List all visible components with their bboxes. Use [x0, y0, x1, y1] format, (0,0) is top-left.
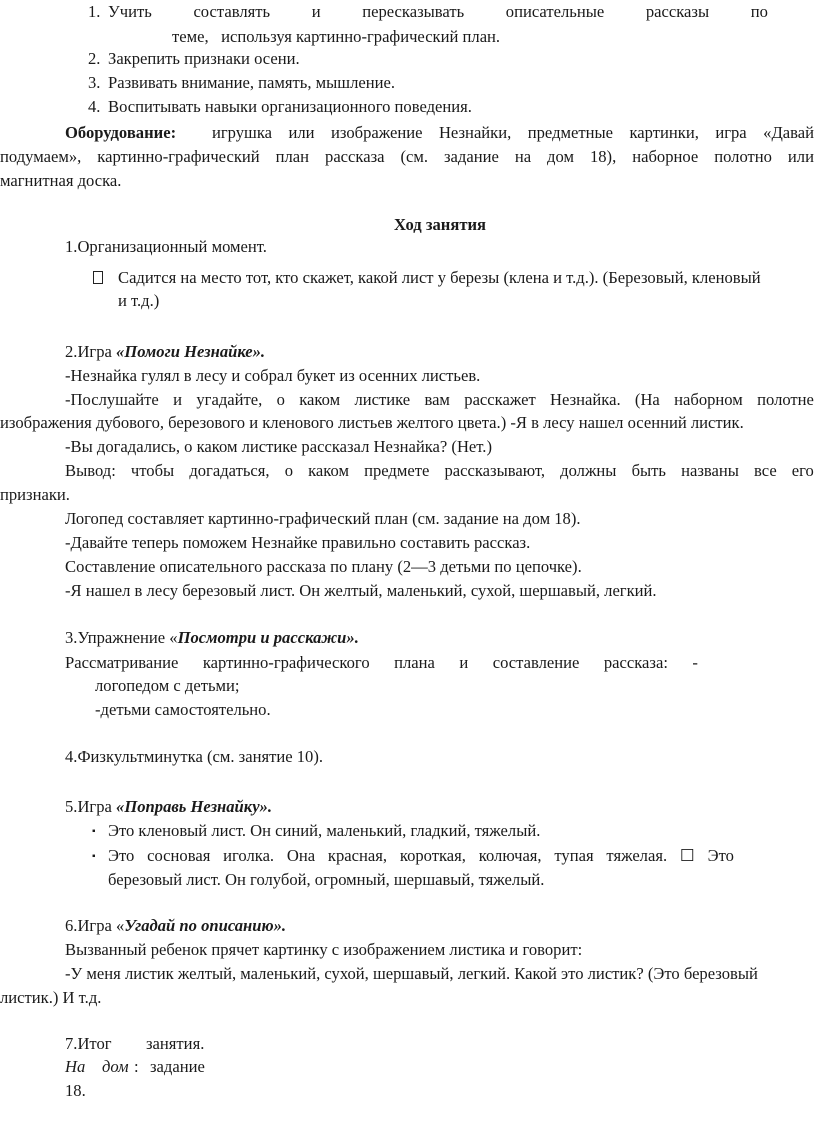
- word: по: [750, 2, 768, 21]
- s7-title-2: занятия.: [146, 1034, 205, 1053]
- goal-2-text: Закрепить признаки осени.: [108, 49, 300, 68]
- section-heading: Ход занятия: [393, 215, 487, 234]
- s5-bullet-1: Это кленовый лист. Он синий, маленький, гладкий, тяжелый.: [108, 821, 541, 840]
- s2-line-6: признаки.: [0, 485, 70, 504]
- s2-title: 2.Игра «Помоги Незнайке».: [65, 342, 266, 361]
- word: его: [791, 461, 814, 480]
- checkbox-bullet-icon: [93, 267, 103, 289]
- word: картинки,: [629, 123, 699, 142]
- goal-2-number: 2.: [88, 49, 101, 68]
- word: 18),: [589, 147, 617, 166]
- word: расскажет: [464, 390, 536, 409]
- word: или: [787, 147, 814, 166]
- equipment-line-3: магнитная доска.: [0, 171, 122, 190]
- s3-exercise-name: Посмотри и расскажи».: [177, 628, 359, 647]
- equipment-text-1: [212, 122, 814, 144]
- s2-line-1: -Незнайка гулял в лесу и собрал букет из осенних листьев.: [65, 366, 481, 385]
- word: Это: [707, 846, 734, 865]
- word: план: [275, 147, 310, 166]
- word: «Давай: [763, 123, 814, 142]
- equipment-label: Оборудование:: [65, 123, 177, 142]
- word: все: [754, 461, 777, 480]
- s2-line-8: -Давайте теперь поможем Незнайке правильно составить рассказ.: [65, 533, 531, 552]
- goal-4-number: 4.: [88, 97, 101, 116]
- word: наборное: [632, 147, 699, 166]
- word: листике: [354, 390, 411, 409]
- word: описательные: [505, 2, 605, 21]
- word: или: [288, 123, 315, 142]
- s2-line-4: -Вы догадались, о каком листике рассказал Незнайка? (Нет.): [65, 437, 492, 456]
- s2-line-7: Логопед составляет картинно-графический план (см. задание на дом 18).: [65, 509, 581, 528]
- word: на: [514, 147, 532, 166]
- word: рассказывают,: [444, 461, 546, 480]
- s2-line-5: [65, 460, 814, 482]
- s2-game-name: «Помоги Незнайке».: [116, 342, 266, 361]
- word: должны: [560, 461, 617, 480]
- word: Это: [108, 846, 135, 865]
- word: колючая,: [478, 846, 542, 865]
- s1-bullet-line-2: и т.д.): [118, 291, 160, 310]
- word: Незнайка.: [550, 390, 621, 409]
- s1-title: 1.Организационный момент.: [65, 237, 267, 256]
- s7-title-1: 7.Итог: [65, 1034, 112, 1053]
- word: названы: [681, 461, 739, 480]
- word: Вывод:: [65, 461, 116, 480]
- s2-line-3: изображения дубового, березового и кленового листьев желтого цвета.) -Я в лесу нашел осенний листик.: [0, 413, 744, 432]
- word: о: [276, 390, 285, 409]
- s7-home-4: задание: [150, 1057, 205, 1076]
- s7-number: 18.: [65, 1081, 86, 1100]
- word: картинно-графического: [202, 653, 370, 672]
- word: каком: [299, 390, 341, 409]
- s4-text: 4.Физкультминутка (см. занятие 10).: [65, 747, 324, 766]
- equipment-line-1: [65, 122, 814, 144]
- word: плана: [394, 653, 435, 672]
- s1-bullet-line-1: Садится на место тот, кто скажет, какой лист у березы (клена и т.д.). (Березовый, кленовый: [118, 268, 761, 287]
- word: задание: [444, 147, 499, 166]
- s3-line-3: -детьми самостоятельно.: [95, 700, 271, 719]
- word: -Послушайте: [65, 390, 159, 409]
- bullet-dot-icon: ▪: [92, 826, 96, 837]
- word: изображение: [331, 123, 423, 142]
- word: вам: [424, 390, 450, 409]
- word: Она: [286, 846, 316, 865]
- s6-line-1: Вызванный ребенок прячет картинку с изображением листика и говорит:: [65, 940, 583, 959]
- s6-game-name: Угадай по описанию».: [124, 916, 287, 935]
- goal-1-line: [108, 1, 768, 23]
- word: угадайте,: [196, 390, 263, 409]
- word: Учить: [108, 2, 152, 21]
- word: (На: [634, 390, 660, 409]
- s5-game-name: «Поправь Незнайку».: [116, 797, 273, 816]
- equipment-line-2: [0, 146, 814, 168]
- word: каком: [308, 461, 349, 480]
- word: короткая,: [399, 846, 466, 865]
- word: тяжелая.: [606, 846, 668, 865]
- word: -: [692, 653, 698, 672]
- word: красная,: [327, 846, 388, 865]
- s3-line-1: [65, 652, 698, 674]
- word: подумаем»,: [0, 147, 82, 166]
- goal-4-text: Воспитывать навыки организационного поведения.: [108, 97, 472, 116]
- word: Рассматривание: [65, 653, 179, 672]
- word: (см.: [400, 147, 429, 166]
- word: сосновая: [147, 846, 211, 865]
- word: Незнайки,: [438, 123, 512, 142]
- word: и: [311, 2, 321, 21]
- s2-line-10: -Я нашел в лесу березовый лист. Он желтый, маленький, сухой, шершавый, легкий.: [65, 581, 657, 600]
- word: о: [284, 461, 293, 480]
- word: рассказы: [645, 2, 710, 21]
- goal-1-continuation: теме, используя картинно-графический план.: [172, 27, 501, 46]
- word: дом: [547, 147, 574, 166]
- s6-title: 6.Игра «Угадай по описанию».: [65, 916, 287, 935]
- word: составлять: [193, 2, 271, 21]
- word: наборном: [674, 390, 743, 409]
- s6-line-2: -У меня листик желтый, маленький, сухой, шершавый, легкий. Какой это листик? (Это березовый: [65, 964, 758, 983]
- s3-line-2: логопедом с детьми;: [95, 676, 240, 695]
- s7-home-1: На: [65, 1057, 86, 1076]
- word: чтобы: [130, 461, 175, 480]
- word: игрушка: [212, 123, 273, 142]
- word: рассказа: [325, 147, 385, 166]
- word: картинно-графический: [97, 147, 260, 166]
- goal-3-number: 3.: [88, 73, 101, 92]
- word: догадаться,: [189, 461, 270, 480]
- s2-line-2: [65, 389, 814, 411]
- word: тупая: [554, 846, 594, 865]
- word: предметные: [527, 123, 614, 142]
- word: полотно: [714, 147, 772, 166]
- word: рассказа:: [603, 653, 668, 672]
- word: и: [173, 390, 183, 409]
- s7-home-3: :: [134, 1057, 139, 1076]
- s3-title: 3.Упражнение «Посмотри и расскажи».: [65, 628, 359, 647]
- goal-1-number: 1.: [88, 2, 101, 21]
- word: быть: [631, 461, 666, 480]
- goal-3-text: Развивать внимание, память, мышление.: [108, 73, 395, 92]
- word: и: [459, 653, 469, 672]
- s5-title: 5.Игра «Поправь Незнайку».: [65, 797, 273, 816]
- s5-bullet-2-cont: березовый лист. Он голубой, огромный, шершавый, тяжелый.: [108, 870, 545, 889]
- s6-line-3: листик.) И т.д.: [0, 988, 102, 1007]
- s7-home-2: дом: [102, 1057, 129, 1076]
- word: ☐: [679, 846, 695, 865]
- bullet-dot-icon: ▪: [92, 851, 96, 862]
- s2-line-9: Составление описательного рассказа по плану (2—3 детьми по цепочке).: [65, 557, 582, 576]
- word: полотне: [757, 390, 814, 409]
- s5-bullet-2: [108, 845, 734, 867]
- word: иголка.: [223, 846, 275, 865]
- word: предмете: [364, 461, 430, 480]
- word: пересказывать: [362, 2, 465, 21]
- word: игра: [715, 123, 747, 142]
- word: составление: [492, 653, 580, 672]
